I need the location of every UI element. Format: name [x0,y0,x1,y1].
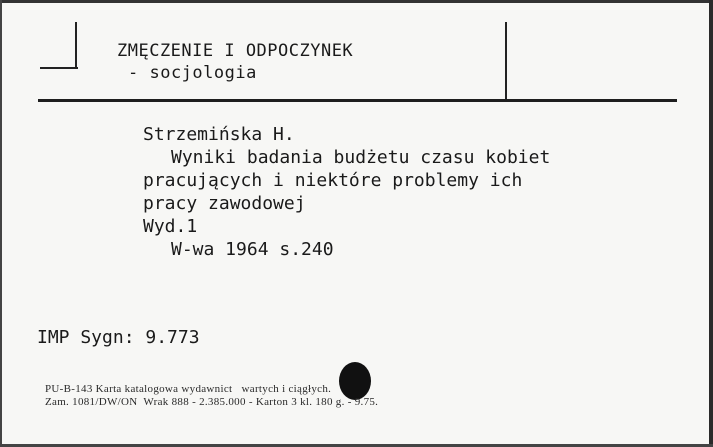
entry-body [143,123,550,261]
entry-imprint: W-wa 1964 s.240 [171,239,334,260]
entry-title-line-2: pracujących i niektóre problemy ich [143,170,523,191]
card-edge-right [709,0,713,447]
printer-line-1: PU-B-143 Karta katalogowa wydawnict wartych i ciągłych. [45,383,332,395]
printer-imprint [45,383,378,409]
subject-line-2: - socjologia [128,63,257,83]
entry-title-line-3: pracy zawodowej [143,193,306,214]
header-rule-short [40,67,78,69]
card-edge-left [0,0,2,447]
header-rule-main [38,99,677,102]
header-rule-right [505,22,507,100]
entry-author: Strzemińska H. [143,124,295,145]
subject-line-1: ZMĘCZENIE I ODPOCZYNEK [117,41,354,61]
call-number: IMP Sygn: 9.773 [37,327,200,348]
header-rule-left [75,22,77,68]
entry-title-line-1: Wyniki badania budżetu czasu kobiet [171,147,551,168]
card-edge-top [0,0,713,3]
printer-line-2: Zam. 1081/DW/ON Wrak 888 - 2.385.000 - Karton 3 kl. 180 g. - 9.75. [45,396,379,408]
entry-edition: Wyd.1 [143,216,198,237]
subject-heading [117,40,353,84]
